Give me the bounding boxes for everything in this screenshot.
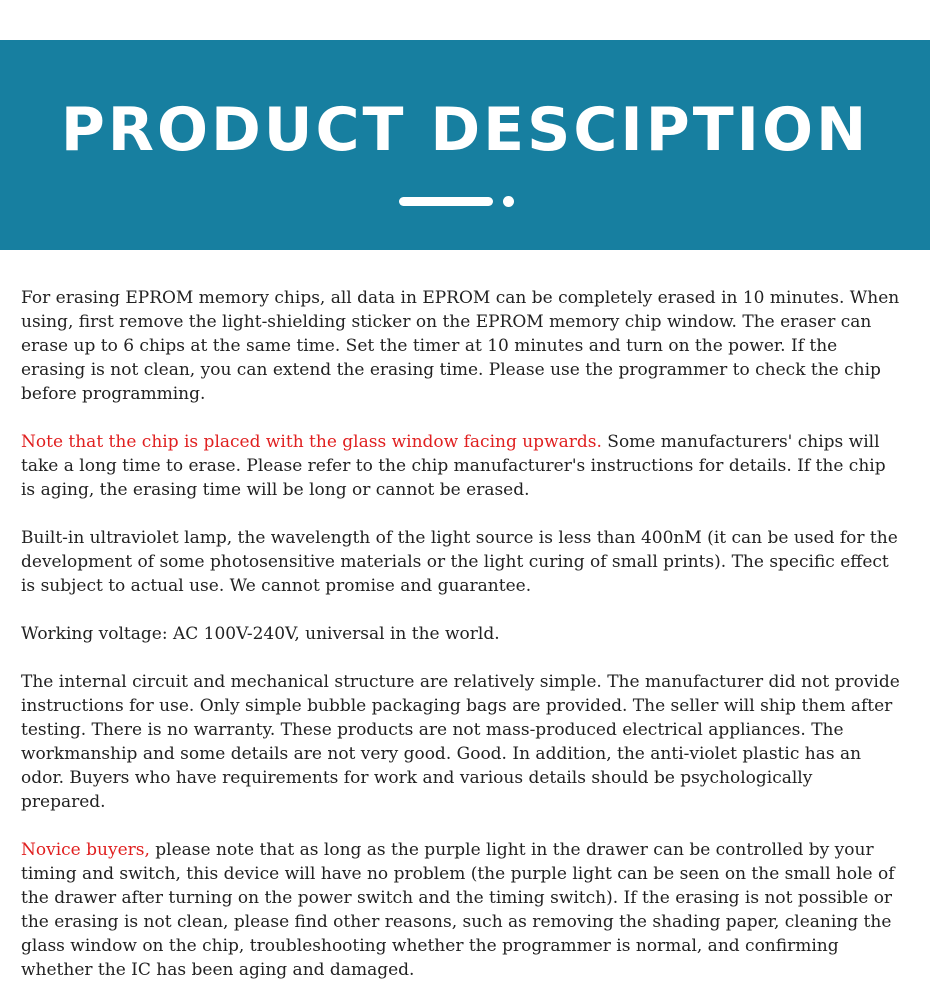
paragraph-novice-buyers (21, 838, 901, 982)
title-divider-dot (503, 196, 514, 207)
title-divider-bar (399, 197, 493, 206)
paragraph-erasing-usage: For erasing EPROM memory chips, all data in EPROM can be completely erased in 10 minutes. When using, first remove the light-shielding sticker on the EPROM memory chip window. The eraser can erase up to 6 chips at the same time. Set the timer at 10 minutes and turn on the power. If the erasing is not clean, you can extend the erasing time. Please use the programmer to check the chip before programming. (21, 288, 900, 404)
paragraph-chip-placement (21, 430, 901, 502)
novice-buyers-text: please note that as long as the purple light in the drawer can be controlled by your timing and switch, this device will have no problem (the purple light can be seen on the small hole of the drawer after turning on the power switch and the timing switch). If the erasing is not possible or the erasing is not clean, please find other reasons, such as removing the shading paper, cleaning the glass window on the chip, troubleshooting whether the programmer is normal, and confirming whether the IC has been aging and damaged. (21, 840, 895, 980)
paragraph-uv-lamp: Built-in ultraviolet lamp, the wavelength of the light source is less than 400nM (it can be used for the development of some photosensitive materials or the light curing of small prints). The specific effect is subject to actual use. We cannot promise and guarantee. (21, 528, 898, 596)
novice-buyers-highlight: Novice buyers, (21, 840, 150, 860)
paragraph-build-quality: The internal circuit and mechanical structure are relatively simple. The manufacturer did not provide instructions for use. Only simple bubble packaging bags are provided. The seller will ship them after testing. There is no warranty. These products are not mass-produced electrical appliances. The workmanship and some details are not very good. Good. In addition, the anti-violet plastic has an odor. Buyers who have requirements for work and various details should be psychologically prepared. (21, 672, 900, 812)
placement-note-highlight: Note that the chip is placed with the glass window facing upwards. (21, 432, 602, 452)
page-title: PRODUCT DESCIPTION (60, 95, 870, 165)
placement-note-text: Some manufacturers' chips will take a long time to erase. Please refer to the chip manufacturer's instructions for details. If the chip is aging, the erasing time will be long or cannot be erased. (21, 432, 886, 500)
paragraph-working-voltage: Working voltage: AC 100V-240V, universal in the world. (21, 624, 500, 644)
description-body (21, 286, 901, 1006)
